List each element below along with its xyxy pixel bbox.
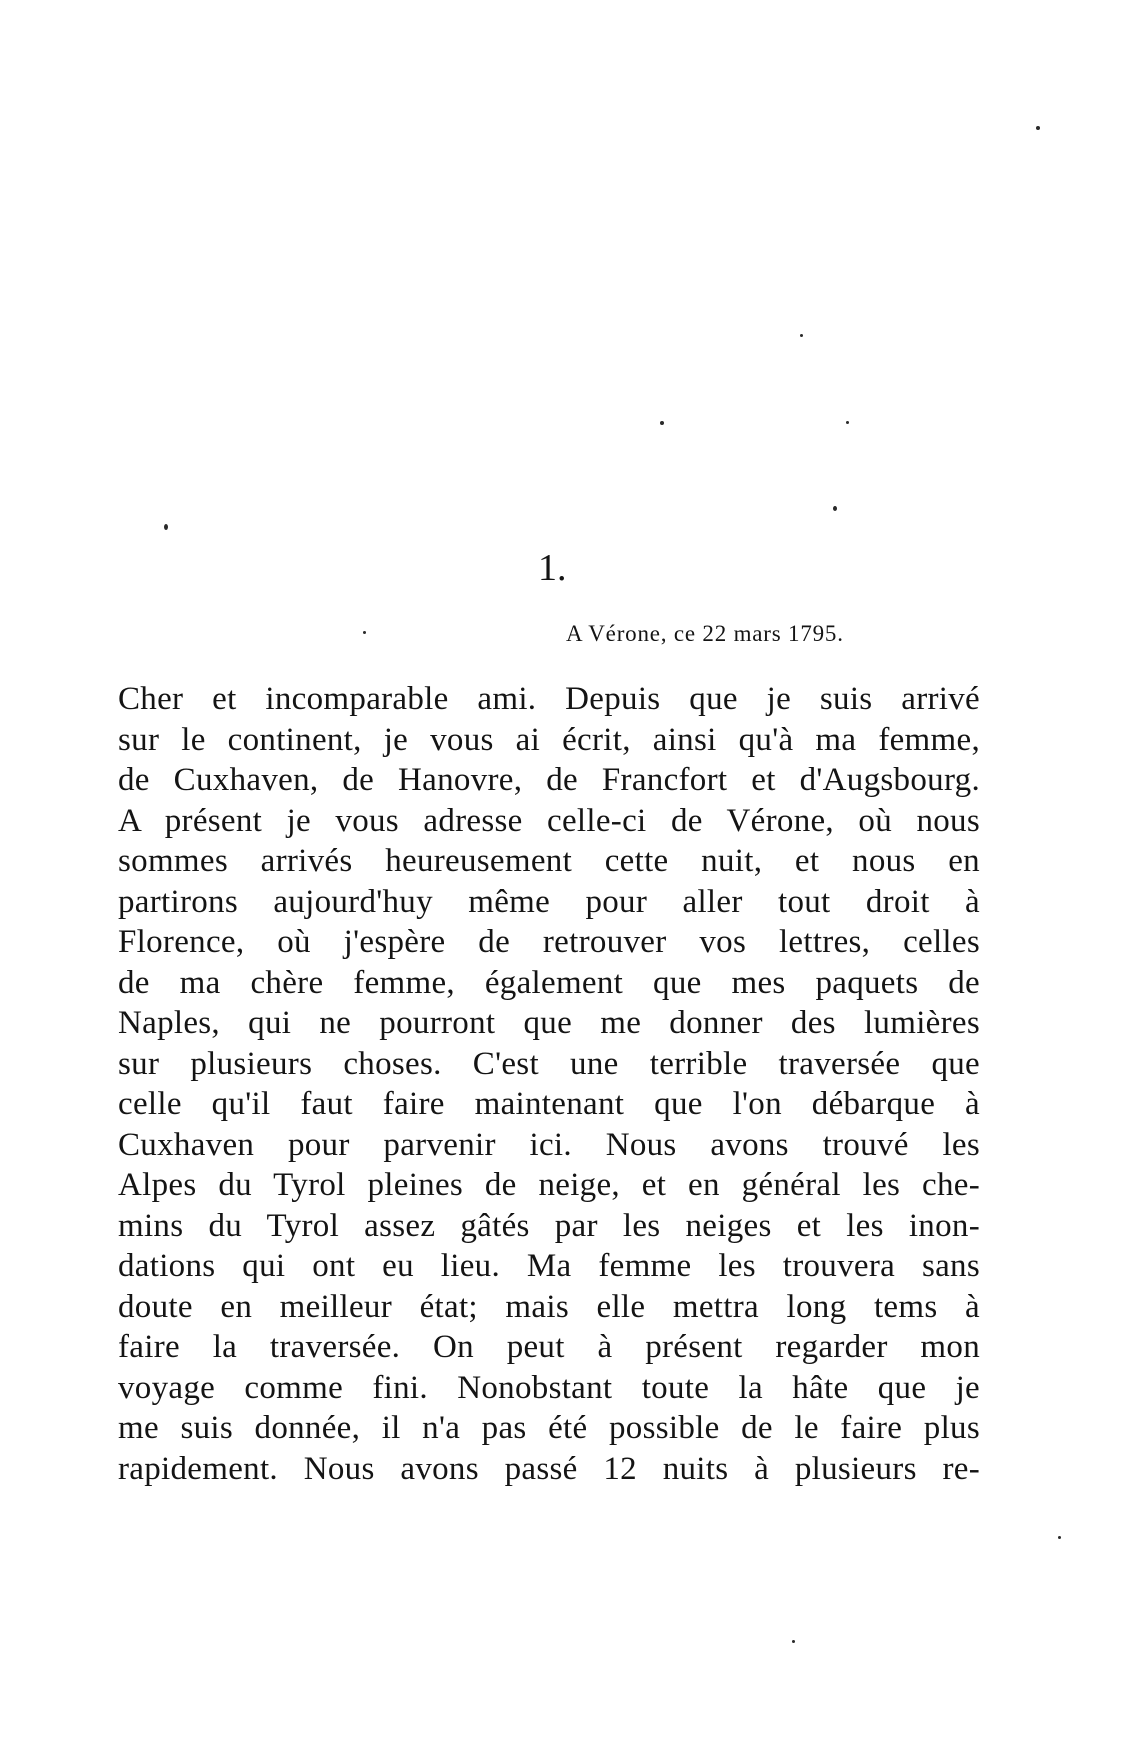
scan-speck [1036, 126, 1040, 130]
scan-speck [833, 506, 837, 511]
body-line: celle qu'il faut faire maintenant que l'on débarque à [118, 1086, 980, 1122]
body-line: doute en meilleur état; mais elle mettra long tems à [118, 1288, 980, 1325]
scan-speck [363, 631, 366, 634]
body-line: Naples, qui ne pourront que me donner des lumières [118, 1005, 980, 1041]
scan-speck [1058, 1536, 1061, 1539]
body-line: Florence, où j'espère de retrouver vos lettres, celles [118, 924, 980, 960]
scan-speck [800, 334, 803, 337]
body-line: partirons aujourd'huy même pour aller tout droit à [118, 883, 980, 920]
scan-speck [846, 421, 849, 424]
body-line: de ma chère femme, également que mes paquets de [118, 964, 980, 1001]
scan-speck [660, 421, 664, 425]
body-line: Alpes du Tyrol pleines de neige, et en général les che- [118, 1167, 980, 1203]
body-line: Cuxhaven pour parvenir ici. Nous avons trouvé les [118, 1126, 980, 1163]
body-line: mins du Tyrol assez gâtés par les neiges et les inon- [118, 1207, 980, 1244]
letter-body [118, 679, 980, 1489]
body-line: de Cuxhaven, de Hanovre, de Francfort et d'Augsbourg. [118, 762, 980, 798]
body-line: me suis donnée, il n'a pas été possible de le faire plus [118, 1410, 980, 1446]
scan-speck [164, 524, 168, 530]
letter-number: 1. [538, 547, 567, 589]
body-line: sur plusieurs choses. C'est une terrible traversée que [118, 1045, 980, 1082]
dateline: A Vérone, ce 22 mars 1795. [566, 621, 844, 646]
scan-speck [792, 1640, 795, 1643]
body-line: Cher et incomparable ami. Depuis que je suis arrivé [118, 681, 980, 717]
body-line: faire la traversée. On peut à présent regarder mon [118, 1329, 980, 1365]
body-line: dations qui ont eu lieu. Ma femme les trouvera sans [118, 1248, 980, 1284]
body-line: sommes arrivés heureusement cette nuit, et nous en [118, 843, 980, 879]
body-line: voyage comme fini. Nonobstant toute la hâte que je [118, 1369, 980, 1406]
body-line: A présent je vous adresse celle-ci de Vérone, où nous [118, 802, 980, 839]
body-line: sur le continent, je vous ai écrit, ainsi qu'à ma femme, [118, 721, 980, 758]
body-line: rapidement. Nous avons passé 12 nuits à plusieurs re- [118, 1450, 980, 1487]
